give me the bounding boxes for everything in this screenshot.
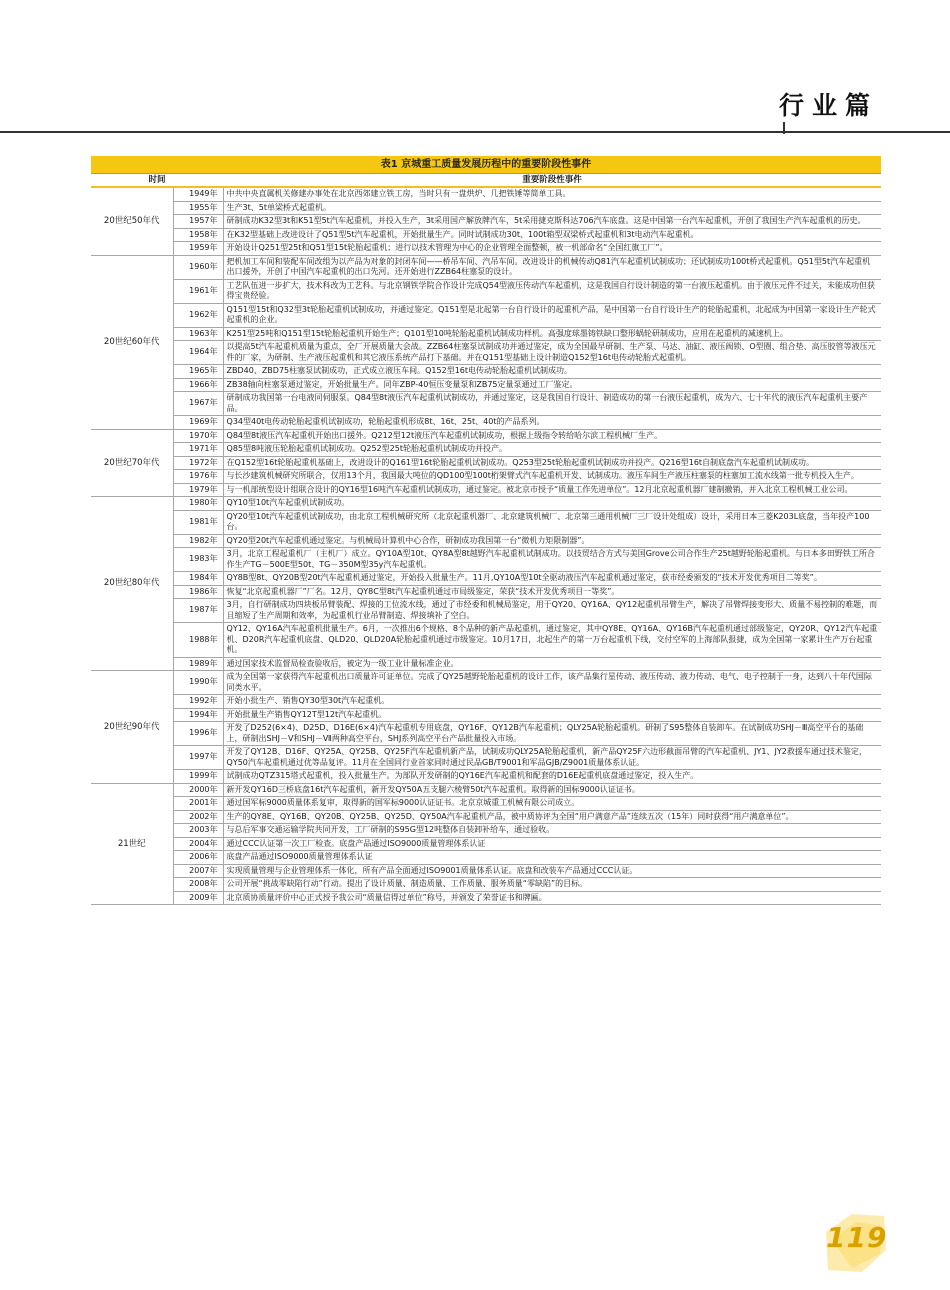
table-row <box>91 497 881 511</box>
table-row <box>91 746 881 770</box>
event-cell: 与一机部统型设计组联合设计的QY16型16吨汽车起重机试制成功，通过鉴定。被北京市授予“质量工作先进单位”。12月北京起重机器厂建制撤销，并入北京工程机械工业公司。 <box>223 483 881 497</box>
table-row <box>91 657 881 671</box>
era-cell: 20世纪60年代 <box>91 255 173 429</box>
year-cell: 1970年 <box>173 429 223 443</box>
event-cell: 通过CCC认证第一次工厂检查。底盘产品通过ISO9000质量管理体系认证 <box>223 837 881 851</box>
table-row <box>91 483 881 497</box>
event-cell: QY20型20t汽车起重机通过鉴定。与机械局计算机中心合作，研制成功我国第一台“微机力矩限制器”。 <box>223 534 881 548</box>
year-cell: 1997年 <box>173 746 223 770</box>
year-cell: 2006年 <box>173 851 223 865</box>
event-cell: Q85型8吨液压轮胎起重机试制成功。Q252型25t轮胎起重机试制成功并投产。 <box>223 443 881 457</box>
table-row <box>91 824 881 838</box>
table-row <box>91 695 881 709</box>
event-cell: 研制成功K32型3t和K51型5t汽车起重机，并投入生产，3t采用国产解放牌汽车，5t采用捷克斯科达706汽车底盘。这是中国第一台汽车起重机，开创了我国生产汽车起重机的历史。 <box>223 215 881 229</box>
table-row <box>91 671 881 695</box>
table-row <box>91 572 881 586</box>
event-cell: 与长沙建筑机械研究所联合，仅用13个月，我国最大吨位的QD100型100t桁架臂式汽车起重机开发、试制成功。液压车间生产液压柱塞泵的柱塞加工流水线第一批专机投入生产。 <box>223 470 881 484</box>
year-cell: 1959年 <box>173 242 223 256</box>
year-cell: 1960年 <box>173 255 223 279</box>
table-row <box>91 864 881 878</box>
year-cell: 1988年 <box>173 623 223 658</box>
year-cell: 2009年 <box>173 891 223 905</box>
table-row <box>91 585 881 599</box>
era-cell: 20世纪80年代 <box>91 497 173 671</box>
year-cell: 1989年 <box>173 657 223 671</box>
year-cell: 1994年 <box>173 708 223 722</box>
year-cell: 2001年 <box>173 797 223 811</box>
year-cell: 2004年 <box>173 837 223 851</box>
event-cell: 3月，自行研制成功四块板吊臂装配、焊接的工位流水线，通过了市经委和机械局鉴定，用于QY20、QY16A、QY12起重机吊臂生产，解决了吊臂焊接变形大、质量不易控制的难题，而且缩短了生产周期和效率，为起重机行业吊臂制造、焊接填补了空白。 <box>223 599 881 623</box>
era-cell: 20世纪70年代 <box>91 429 173 497</box>
year-cell: 2000年 <box>173 783 223 797</box>
year-cell: 1949年 <box>173 187 223 201</box>
year-cell: 1964年 <box>173 341 223 365</box>
year-cell: 1962年 <box>173 303 223 327</box>
event-cell: 3月，北京工程起重机厂（主机厂）成立。QY10A型10t、QY8A型8t越野汽车起重机试制成功。以技贸结合方式与美国Grove公司合作生产25t越野轮胎起重机。与日本多田野铁工所合作生产TG－500E型50t、TG－350M型35y汽车起重机。 <box>223 548 881 572</box>
year-cell: 1966年 <box>173 378 223 392</box>
era-cell: 20世纪50年代 <box>91 187 173 255</box>
table-row <box>91 470 881 484</box>
table-row <box>91 837 881 851</box>
event-cell: 生产3t、5t单梁桥式起重机。 <box>223 201 881 215</box>
year-cell: 1967年 <box>173 392 223 416</box>
event-cell: QY8B型8t、QY20B型20t汽车起重机通过鉴定，开始投入批量生产。11月,QY10A型10t全驱动液压汽车起重机通过鉴定，获市经委颁发的“技术开发优秀项目二等奖”。 <box>223 572 881 586</box>
event-cell: 以提高5t汽车起重机质量为重点，全厂开展质量大会战。ZZB64柱塞泵试制成功并通过鉴定，成为全国最早研制、生产泵、马达、油缸、液压阀锁、O型圈、组合垫、高压胶管等液压元件的厂家，为研制、生产液压起重机和其它液压系统产品打下基础。并在Q151型基础上设计制造Q152型16t电传动轮胎式起重机。 <box>223 341 881 365</box>
event-cell: 通过国家技术监督局检查验收后，被定为一级工业计量标准企业。 <box>223 657 881 671</box>
col-header-time: 时间 <box>91 174 223 188</box>
event-cell: 在K32型基础上改进设计了Q51型5t汽车起重机，开始批量生产。同时试制成功30t、100t箱型双梁桥式起重机和3t电动汽车起重机。 <box>223 228 881 242</box>
event-cell: 与总后军事交通运输学院共同开发，工厂研制的S95G型12吨整体自装卸补给车，通过验收。 <box>223 824 881 838</box>
event-cell: 成为全国第一家获得汽车起重机出口质量许可证单位。完成了QY25越野轮胎起重机的设计工作，该产品集行星传动、液压传动、液力传动、电气、电子控制于一身，达到八十年代国际同类水平。 <box>223 671 881 695</box>
event-cell: 北京质协质量评价中心正式授予我公司“质量信得过单位”称号，并颁发了荣誉证书和牌匾。 <box>223 891 881 905</box>
event-cell: Q151型15t和Q32型3t轮胎起重机试制成功，并通过鉴定。Q151型是北起第一台自行设计的起重机产品，是中国第一台自行设计生产的轮胎起重机，北起成为中国第一家设计生产轮式起重机的企业。 <box>223 303 881 327</box>
table-row <box>91 548 881 572</box>
event-cell: 新开发QY16D三桥底盘16t汽车起重机，新开发QY50A五支腿六棱臂50t汽车起重机。取得新的国标9000认证证书。 <box>223 783 881 797</box>
event-cell: ZBD40、ZBD75柱塞泵试制成功，正式成立液压车间。Q152型16t电传动轮胎起重机试制成功。 <box>223 365 881 379</box>
table-row <box>91 279 881 303</box>
table-row <box>91 456 881 470</box>
table-row <box>91 242 881 256</box>
page-number: 119 <box>826 1221 888 1254</box>
event-cell: 生产的QY8E、QY16B、QY20B、QY25B、QY25D、QY50A汽车起重机产品，被中质协评为全国“用户满意产品”连续五次（15年）同时获得“用户满意单位”。 <box>223 810 881 824</box>
table-row <box>91 429 881 443</box>
event-cell: 恢复“北京起重机器厂”厂名。12月，QY8C型8t汽车起重机通过市局级鉴定，荣获“技术开发优秀项目一等奖”。 <box>223 585 881 599</box>
event-cell: 工艺队伍进一步扩大，技术科改为工艺科。与北京钢铁学院合作设计完成Q54型液压传动汽车起重机，这是我国自行设计制造的第一台液压起重机。由于液压元件不过关，未能成功但获得宝贵经验。 <box>223 279 881 303</box>
year-cell: 2002年 <box>173 810 223 824</box>
event-cell: 底盘产品通过ISO9000质量管理体系认证 <box>223 851 881 865</box>
table-row <box>91 201 881 215</box>
event-cell: 中共中央直属机关修建办事处在北京西郊建立铁工房，当时只有一盘烘炉、几把铁锤等简单工具。 <box>223 187 881 201</box>
event-cell: 把机加工车间和装配车间改组为以产品为对象的封闭车间——桥吊车间、汽吊车间。改进设计的机械传动Q81汽车起重机试制成功；还试制成功100t桥式起重机。Q51型5t汽车起重机出口援外，开创了中国汽车起重机的出口先河。还开始进行ZZB64柱塞泵的设计。 <box>223 255 881 279</box>
header-rule <box>0 131 950 133</box>
year-cell: 1958年 <box>173 228 223 242</box>
year-cell: 1987年 <box>173 599 223 623</box>
table-row <box>91 255 881 279</box>
event-cell: 研制成功我国第一台电液同伺服泵。Q84型8t液压汽车起重机试制成功，并通过鉴定，这是我国自行设计、制造成功的第一台液压起重机，成为六、七十年代的液压汽车起重机主要产品。 <box>223 392 881 416</box>
table-row <box>91 783 881 797</box>
era-cell: 20世纪90年代 <box>91 671 173 784</box>
table-row <box>91 327 881 341</box>
table-row <box>91 599 881 623</box>
table-row <box>91 365 881 379</box>
year-cell: 1986年 <box>173 585 223 599</box>
year-cell: 2007年 <box>173 864 223 878</box>
year-cell: 1984年 <box>173 572 223 586</box>
table-caption: 表1 京城重工质量发展历程中的重要阶段性事件 <box>91 156 881 173</box>
year-cell: 1963年 <box>173 327 223 341</box>
year-cell: 1961年 <box>173 279 223 303</box>
table-body <box>91 187 881 905</box>
table-row <box>91 891 881 905</box>
table-row <box>91 797 881 811</box>
events-table-container <box>91 156 881 905</box>
table-row <box>91 510 881 534</box>
table-row <box>91 534 881 548</box>
year-cell: 1955年 <box>173 201 223 215</box>
year-cell: 1957年 <box>173 215 223 229</box>
table-row <box>91 378 881 392</box>
table-row <box>91 443 881 457</box>
event-cell: 通过国军标9000质量体系复审，取得新的国军标9000认证证书。北京京城重工机械有限公司成立。 <box>223 797 881 811</box>
table-row <box>91 303 881 327</box>
table-row <box>91 341 881 365</box>
event-cell: 开始批量生产销售QY12T型12t汽车起重机。 <box>223 708 881 722</box>
event-cell: ZB38轴向柱塞泵通过鉴定，开始批量生产。同年ZBP-40恒压变量泵和ZB75定量泵通过工厂鉴定。 <box>223 378 881 392</box>
table-row <box>91 416 881 430</box>
event-cell: 在Q152型16t轮胎起重机基础上，改进设计的Q161型16t轮胎起重机试制成功。Q253型25t轮胎起重机试制成功并投产。Q216型16t自制底盘汽车起重机试制成功。 <box>223 456 881 470</box>
event-cell: 开始小批生产、销售QY30型30t汽车起重机。 <box>223 695 881 709</box>
year-cell: 1965年 <box>173 365 223 379</box>
year-cell: 1980年 <box>173 497 223 511</box>
table-row <box>91 623 881 658</box>
table-row <box>91 810 881 824</box>
event-cell: 开发了QY12B、D16F、QY25A、QY25B、QY25F汽车起重机新产品，试制成功QLY25A轮胎起重机，新产品QY25F六边形截面吊臂的汽车起重机、JY1、JY2救援车通过技术鉴定，QY50汽车起重机通过优等品复评。11月在全国同行业首家同时通过民品GB/T9001和军品GJB/Z9001质量体系认证。 <box>223 746 881 770</box>
event-cell: 开发了D252(6×4)、D25D、D16E(6×4)汽车起重机专用底盘，QY16F、QY12B汽车起重机；QLY25A轮胎起重机。研制了S95整体自装卸车。在试制成功SHJ－Ⅲ高空平台的基础上，研制出SHJ－Ⅴ和SHJ－Ⅶ两种高空平台，SHJ系列高空平台产品批量投入市场。 <box>223 722 881 746</box>
event-cell: QY20型10t汽车起重机试制成功，由北京工程机械研究所（北京起重机器厂、北京建筑机械厂、北京第三通用机械厂三厂设计处组成）设计，采用日本三菱K203L底盘，当年投产100台。 <box>223 510 881 534</box>
year-cell: 1992年 <box>173 695 223 709</box>
table-row <box>91 215 881 229</box>
event-cell: Q34型40t电传动轮胎起重机试制成功，轮胎起重机形成8t、16t、25t、40t的产品系列。 <box>223 416 881 430</box>
table-row <box>91 722 881 746</box>
year-cell: 1976年 <box>173 470 223 484</box>
table-row <box>91 878 881 892</box>
table-row <box>91 770 881 784</box>
year-cell: 1990年 <box>173 671 223 695</box>
table-row <box>91 187 881 201</box>
table-row <box>91 392 881 416</box>
year-cell: 1983年 <box>173 548 223 572</box>
table-row <box>91 708 881 722</box>
col-header-event: 重要阶段性事件 <box>223 174 881 188</box>
year-cell: 1996年 <box>173 722 223 746</box>
event-cell: Q84型8t液压汽车起重机开始出口援外。Q212型12t液压汽车起重机试制成功，根据上级指令转给哈尔滨工程机械厂生产。 <box>223 429 881 443</box>
section-title: 行业篇 <box>778 91 878 120</box>
era-cell: 21世纪 <box>91 783 173 905</box>
event-cell: 公司开展“挑战零缺陷行动”行动。提出了设计质量、制造质量、工作质量、服务质量“零缺陷”的目标。 <box>223 878 881 892</box>
year-cell: 1981年 <box>173 510 223 534</box>
event-cell: 开始设计Q251型25t和Q51型15t轮胎起重机；进行以技术管理为中心的企业管理全面整顿，被一机部命名“全国红旗工厂”。 <box>223 242 881 256</box>
event-cell: 试制成功QTZ315塔式起重机，投入批量生产。为部队开发研制的QY16E汽车起重机和配套的D16E起重机底盘通过鉴定，投入生产。 <box>223 770 881 784</box>
year-cell: 1999年 <box>173 770 223 784</box>
year-cell: 2008年 <box>173 878 223 892</box>
table-row <box>91 228 881 242</box>
header-rule-tick <box>783 122 785 134</box>
event-cell: QY10型10t汽车起重机试制成功。 <box>223 497 881 511</box>
year-cell: 1972年 <box>173 456 223 470</box>
table-row <box>91 851 881 865</box>
event-cell: 实现质量管理与企业管理体系一体化，所有产品全面通过ISO9001质量体系认证。底盘和改装车产品通过CCC认证。 <box>223 864 881 878</box>
year-cell: 1971年 <box>173 443 223 457</box>
year-cell: 1969年 <box>173 416 223 430</box>
year-cell: 1982年 <box>173 534 223 548</box>
event-cell: K251型25吨和Q151型15t轮胎起重机开始生产；Q101型10吨轮胎起重机试制成功样机。高强度球墨铸铁缺口整形蜗轮研制成功，应用在起重机的减速机上。 <box>223 327 881 341</box>
event-cell: QY12、QY16A汽车起重机批量生产。6月，一次推出6个规格、8个品种的新产品起重机，通过鉴定，其中QY8E、QY16A、QY16B汽车起重机通过部级鉴定，QY20R、QY12汽车起重机、D20R汽车起重机底盘、QLD20、QLD20A轮胎起重机通过市级鉴定。10月17日，北起生产的第一万台起重机下线，交付空军的上海部队报捷，成为全国第一家累计生产万台起重机。 <box>223 623 881 658</box>
year-cell: 2003年 <box>173 824 223 838</box>
events-table <box>91 173 881 905</box>
table-header-row <box>91 174 881 188</box>
year-cell: 1979年 <box>173 483 223 497</box>
